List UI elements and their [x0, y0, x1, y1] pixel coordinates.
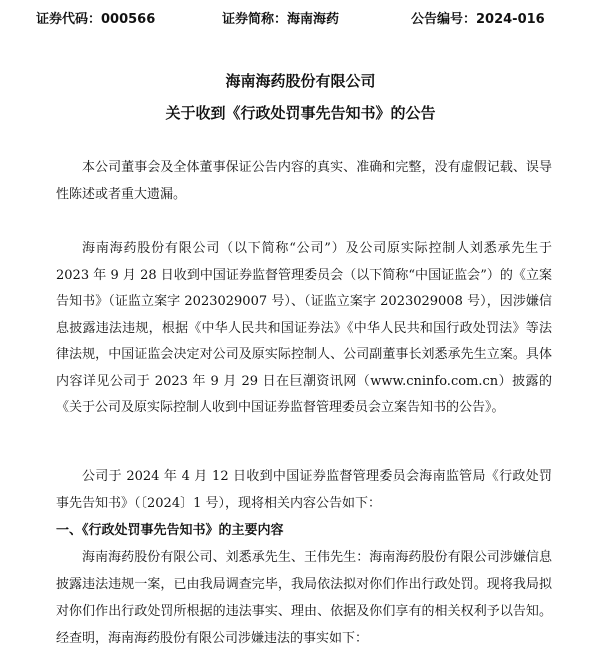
- announcement-title: 关于收到《行政处罚事先告知书》的公告: [165, 104, 436, 122]
- background-paragraph: 海南海药股份有限公司（以下简称“公司”）及公司原实际控制人刘悉承先生于 2023 年 9 月 28 日收到中国证券监督管理委员会（以下简称“中国证监会”）的《立案告知书》（证监立案字 2023029007 号）、（证监立案字 2023029008 号），因涉嫌信息披露违法违规，根据《中华人民共和国证券法》《中华人民共和国行政处罚法》等法律法规，中国证监会决定对公司及原实际控制人、公司副董事长刘悉承先生立案。具体内容详见公司于 2023 年 9 月 29 日在巨潮资讯网（www.cninfo.com.cn）披露的《关于公司及原实际控制人收到中国证券监督管理委员会立案告知书的公告》。: [56, 241, 552, 415]
- section-heading: 一、《行政处罚事先告知书》的主要内容: [56, 523, 284, 538]
- announcement-header: [0, 8, 601, 28]
- stock-code: 证券代码：000566: [36, 12, 156, 27]
- announcement-number: 公告编号：2024-016: [411, 12, 545, 27]
- stock-abbreviation: 证券简称：海南海药: [222, 12, 340, 27]
- company-title: 海南海药股份有限公司: [225, 72, 376, 90]
- board-statement-paragraph: 本公司董事会及全体董事保证公告内容的真实、准确和完整，没有虚假记载、误导性陈述或者重大遗漏。: [56, 160, 552, 202]
- receipt-paragraph: 公司于 2024 年 4 月 12 日收到中国证券监督管理委员会海南监管局《行政处罚事先告知书》（〔2024〕1 号），现将相关内容公告如下：: [56, 469, 552, 511]
- notice-body-paragraph: 海南海药股份有限公司、刘悉承先生、王伟先生：海南海药股份有限公司涉嫌信息披露违法违规一案，已由我局调查完毕，我局依法拟对你们作出行政处罚。现将我局拟对你们作出行政处罚所根据的违法事实、理由、依据及你们享有的相关权利予以告知。经查明，海南海药股份有限公司涉嫌违法的事实如下：: [56, 550, 552, 646]
